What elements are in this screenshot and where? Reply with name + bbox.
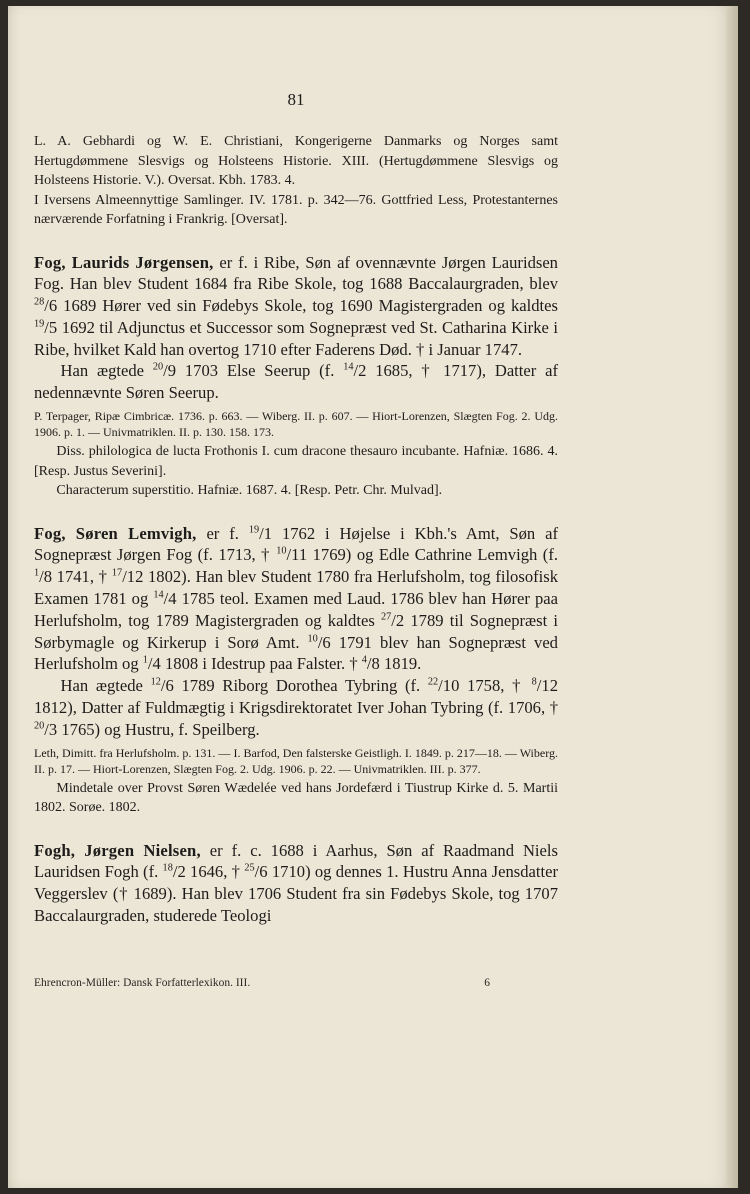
- footer-signature: 6: [484, 977, 490, 989]
- entry-marriage: Han ægtede $^{20}$/9 1703 Else Seerup (f. $^{14}$/2 1685, † 1717), Datter af nedennævnte Søren Seerup.: [34, 361, 559, 403]
- entry-name: Fog, Laurids Jørgensen,: [34, 252, 214, 272]
- entry-sources: Leth, Dimitt. fra Herlufsholm. p. 131. — I. Barfod, Den falsterske Geistligh. I. 1849. p. 217—18. — Wiberg. II. p. 17. — Hiort-Lorenzen, Slægten Fog. 2. Udg. 1906. p. 22. — Univmatriklen. III. p. 377.: [34, 745, 558, 776]
- entry-sources: P. Terpager, Ripæ Cimbricæ. 1736. p. 663. — Wiberg. II. p. 607. — Hiort-Lorenzen, Slægten Fog. 2. Udg. 1906. p. 1. — Univmatriklen. II. p. 130. 158. 173.: [34, 409, 558, 440]
- ref-paragraph-1: L. A. Gebhardi og W. E. Christiani, Kongerigerne Danmarks og Norges samt Hertugdømmene Slesvigs og Holsteens Historie. XIII. (Hertugdømmene Slesvigs og Holsteens Historie. V.). Oversat. Kbh. 1783. 4.: [34, 134, 558, 188]
- ref-paragraph-2: I Iversens Almeennyttige Samlinger. IV. 1781. p. 342—76. Gottfried Less, Protestanternes nærværende Forfatning i Frankrig. [Oversat].: [34, 192, 558, 227]
- entry-work-1: Diss. philologica de lucta Frothonis I. cum dracone thesauro incubante. Hafniæ. 1686. 4. [Resp. Justus Severini].: [34, 444, 558, 479]
- entry-marriage: Han ægtede $^{12}$/6 1789 Riborg Dorothea Tybring (f. $^{22}$/10 1758, † $^8$/12 1812), Datter af Fuldmægtig i Krigsdirektoratet Iver Johan Tybring (f. 1706, † $^{20}$/3 1765) og Hustru, f. Speilberg.: [34, 676, 559, 739]
- entry-name: Fogh, Jørgen Nielsen,: [34, 840, 201, 860]
- entry-fog-soren: Fog, Søren Lemvigh, er f. $^{19}$/1 1762 i Højelse i Kbh.'s Amt, Søn af Sognepræst Jørgen Fog (f. 1713, † $^{10}$/11 1769) og Edle Cathrine Lemvigh (f. $^1$/8 1741, † $^{17}$/12 1802). Han blev Student 1780 fra Herlufsholm, tog filosofisk Examen 1781 og $^{14}$/4 1785 teol. Examen med Laud. 1786 blev han Hører paa Herlufsholm, tog 1789 Magistergraden og kaldtes $^{27}$/2 1789 til Sognepræst i Sørbymagle og Kirkerup i Sorø Amt. $^{10}$/6 1791 blev han Sognepræst ved Herlufsholm og $^1$/4 1808 i Idestrup paa Falster. † $^4$/8 1819.: [34, 523, 559, 674]
- page-number: 81: [287, 90, 305, 109]
- entry-work-2: Characterum superstitio. Hafniæ. 1687. 4. [Resp. Petr. Chr. Mulvad].: [56, 483, 443, 499]
- page-content: [34, 90, 558, 927]
- entry-work-1: Mindetale over Provst Søren Wædelée ved hans Jordefærd i Tiustrup Kirke d. 5. Martii 1802. Sorøe. 1802.: [34, 780, 558, 816]
- entry-fog-laurids: Fog, Laurids Jørgensen, er f. i Ribe, Søn af ovennævnte Jørgen Lauridsen Fog. Han blev Student 1684 fra Ribe Skole, tog 1688 Baccalaurgraden, blev $^{28}$/6 1689 Hører ved sin Fødebys Skole, tog 1690 Magistergraden og kaldtes $^{19}$/5 1692 til Adjunctus et Successor som Sognepræst ved St. Catharina Kirke i Ribe, hvilket Kald han overtog 1710 efter Faderens Død. † i Januar 1747.: [34, 252, 558, 359]
- entry-name: Fog, Søren Lemvigh,: [34, 523, 197, 543]
- page-edge: [726, 6, 738, 1188]
- entry-fogh-jorgen: Fogh, Jørgen Nielsen, er f. c. 1688 i Aarhus, Søn af Raadmand Niels Lauridsen Fogh (f. $^{18}$/2 1646, † $^{25}$/6 1710) og dennes 1. Hustru Anna Jensdatter Veggerslev († 1689). Han blev 1706 Student fra sin Fødebys Skole, tog 1707 Baccalaurgraden, studerede Teologi: [34, 840, 558, 925]
- page-footer: [34, 977, 490, 989]
- book-page: [8, 6, 738, 1188]
- footer-title: Ehrencron-Müller: Dansk Forfatterlexikon. III.: [34, 977, 251, 989]
